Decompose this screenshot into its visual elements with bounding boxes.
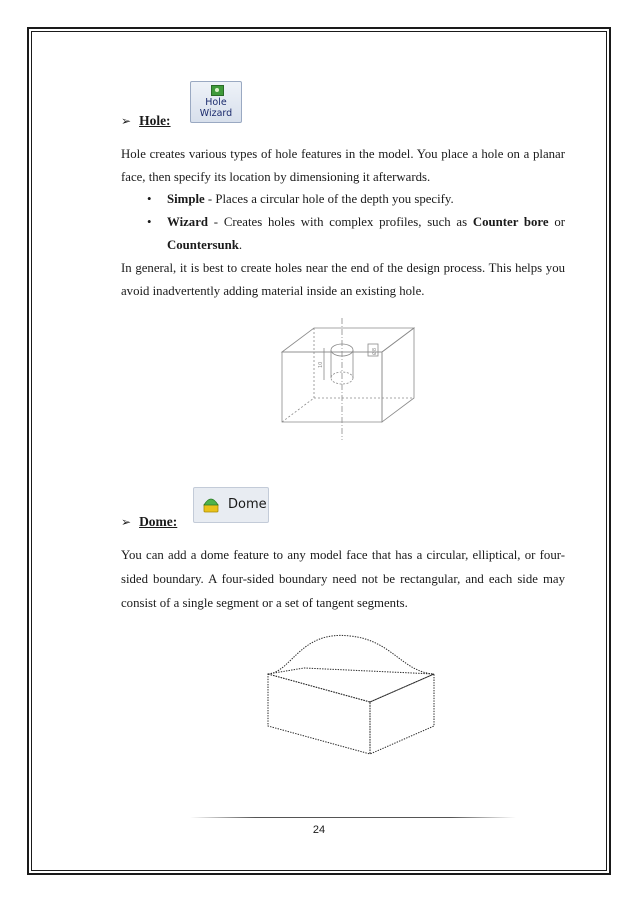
hole-heading-label: Hole: <box>139 113 171 128</box>
arrow-bullet-icon: ➢ <box>121 514 132 529</box>
arrow-bullet-icon: ➢ <box>121 113 132 128</box>
hole-wizard-button[interactable] <box>190 81 242 123</box>
hole-outro-paragraph: In general, it is best to create holes near the end of the design process. This helps you avoid inadvertently adding material inside an existing hole. <box>121 261 565 298</box>
hole-feature-figure <box>272 316 428 444</box>
hole-wizard-label-line2: Wizard <box>199 108 233 119</box>
bullet-dot-icon: • <box>147 215 152 229</box>
svg-text:Ø8: Ø8 <box>372 347 378 355</box>
footer-divider <box>190 817 516 818</box>
page-number: 24 <box>312 824 326 836</box>
dome-icon <box>202 494 220 514</box>
hole-wizard-label-line1: Hole <box>205 97 227 108</box>
dome-button[interactable] <box>193 487 269 523</box>
hole-heading <box>121 113 171 129</box>
dome-button-label: Dome <box>228 497 267 512</box>
hole-intro-paragraph: Hole creates various types of hole features in the model. You place a hole on a planar face, then specify its location by dimensioning it afterwards. <box>121 147 565 184</box>
bullet-term: Wizard <box>167 215 208 229</box>
bullet-wizard: • Wizard - Creates holes with complex profiles, such as Counter bore or Countersunk. <box>147 211 565 257</box>
dome-heading <box>121 514 177 530</box>
dome-paragraph: You can add a dome feature to any model face that has a circular, elliptical, or four- sided boundary. A four-sided boundary need not be rectangular, and each side may consist of a single segment or a set of tangent segments. <box>121 548 565 610</box>
bullet-term: Simple <box>167 192 205 206</box>
hole-wizard-icon <box>211 85 224 96</box>
bullet-dot-icon: • <box>147 192 152 206</box>
bullet-text: Places a circular hole of the depth you specify. <box>215 192 454 206</box>
dome-feature-figure <box>262 628 450 758</box>
dome-heading-label: Dome: <box>139 514 178 529</box>
svg-text:10: 10 <box>318 361 324 368</box>
